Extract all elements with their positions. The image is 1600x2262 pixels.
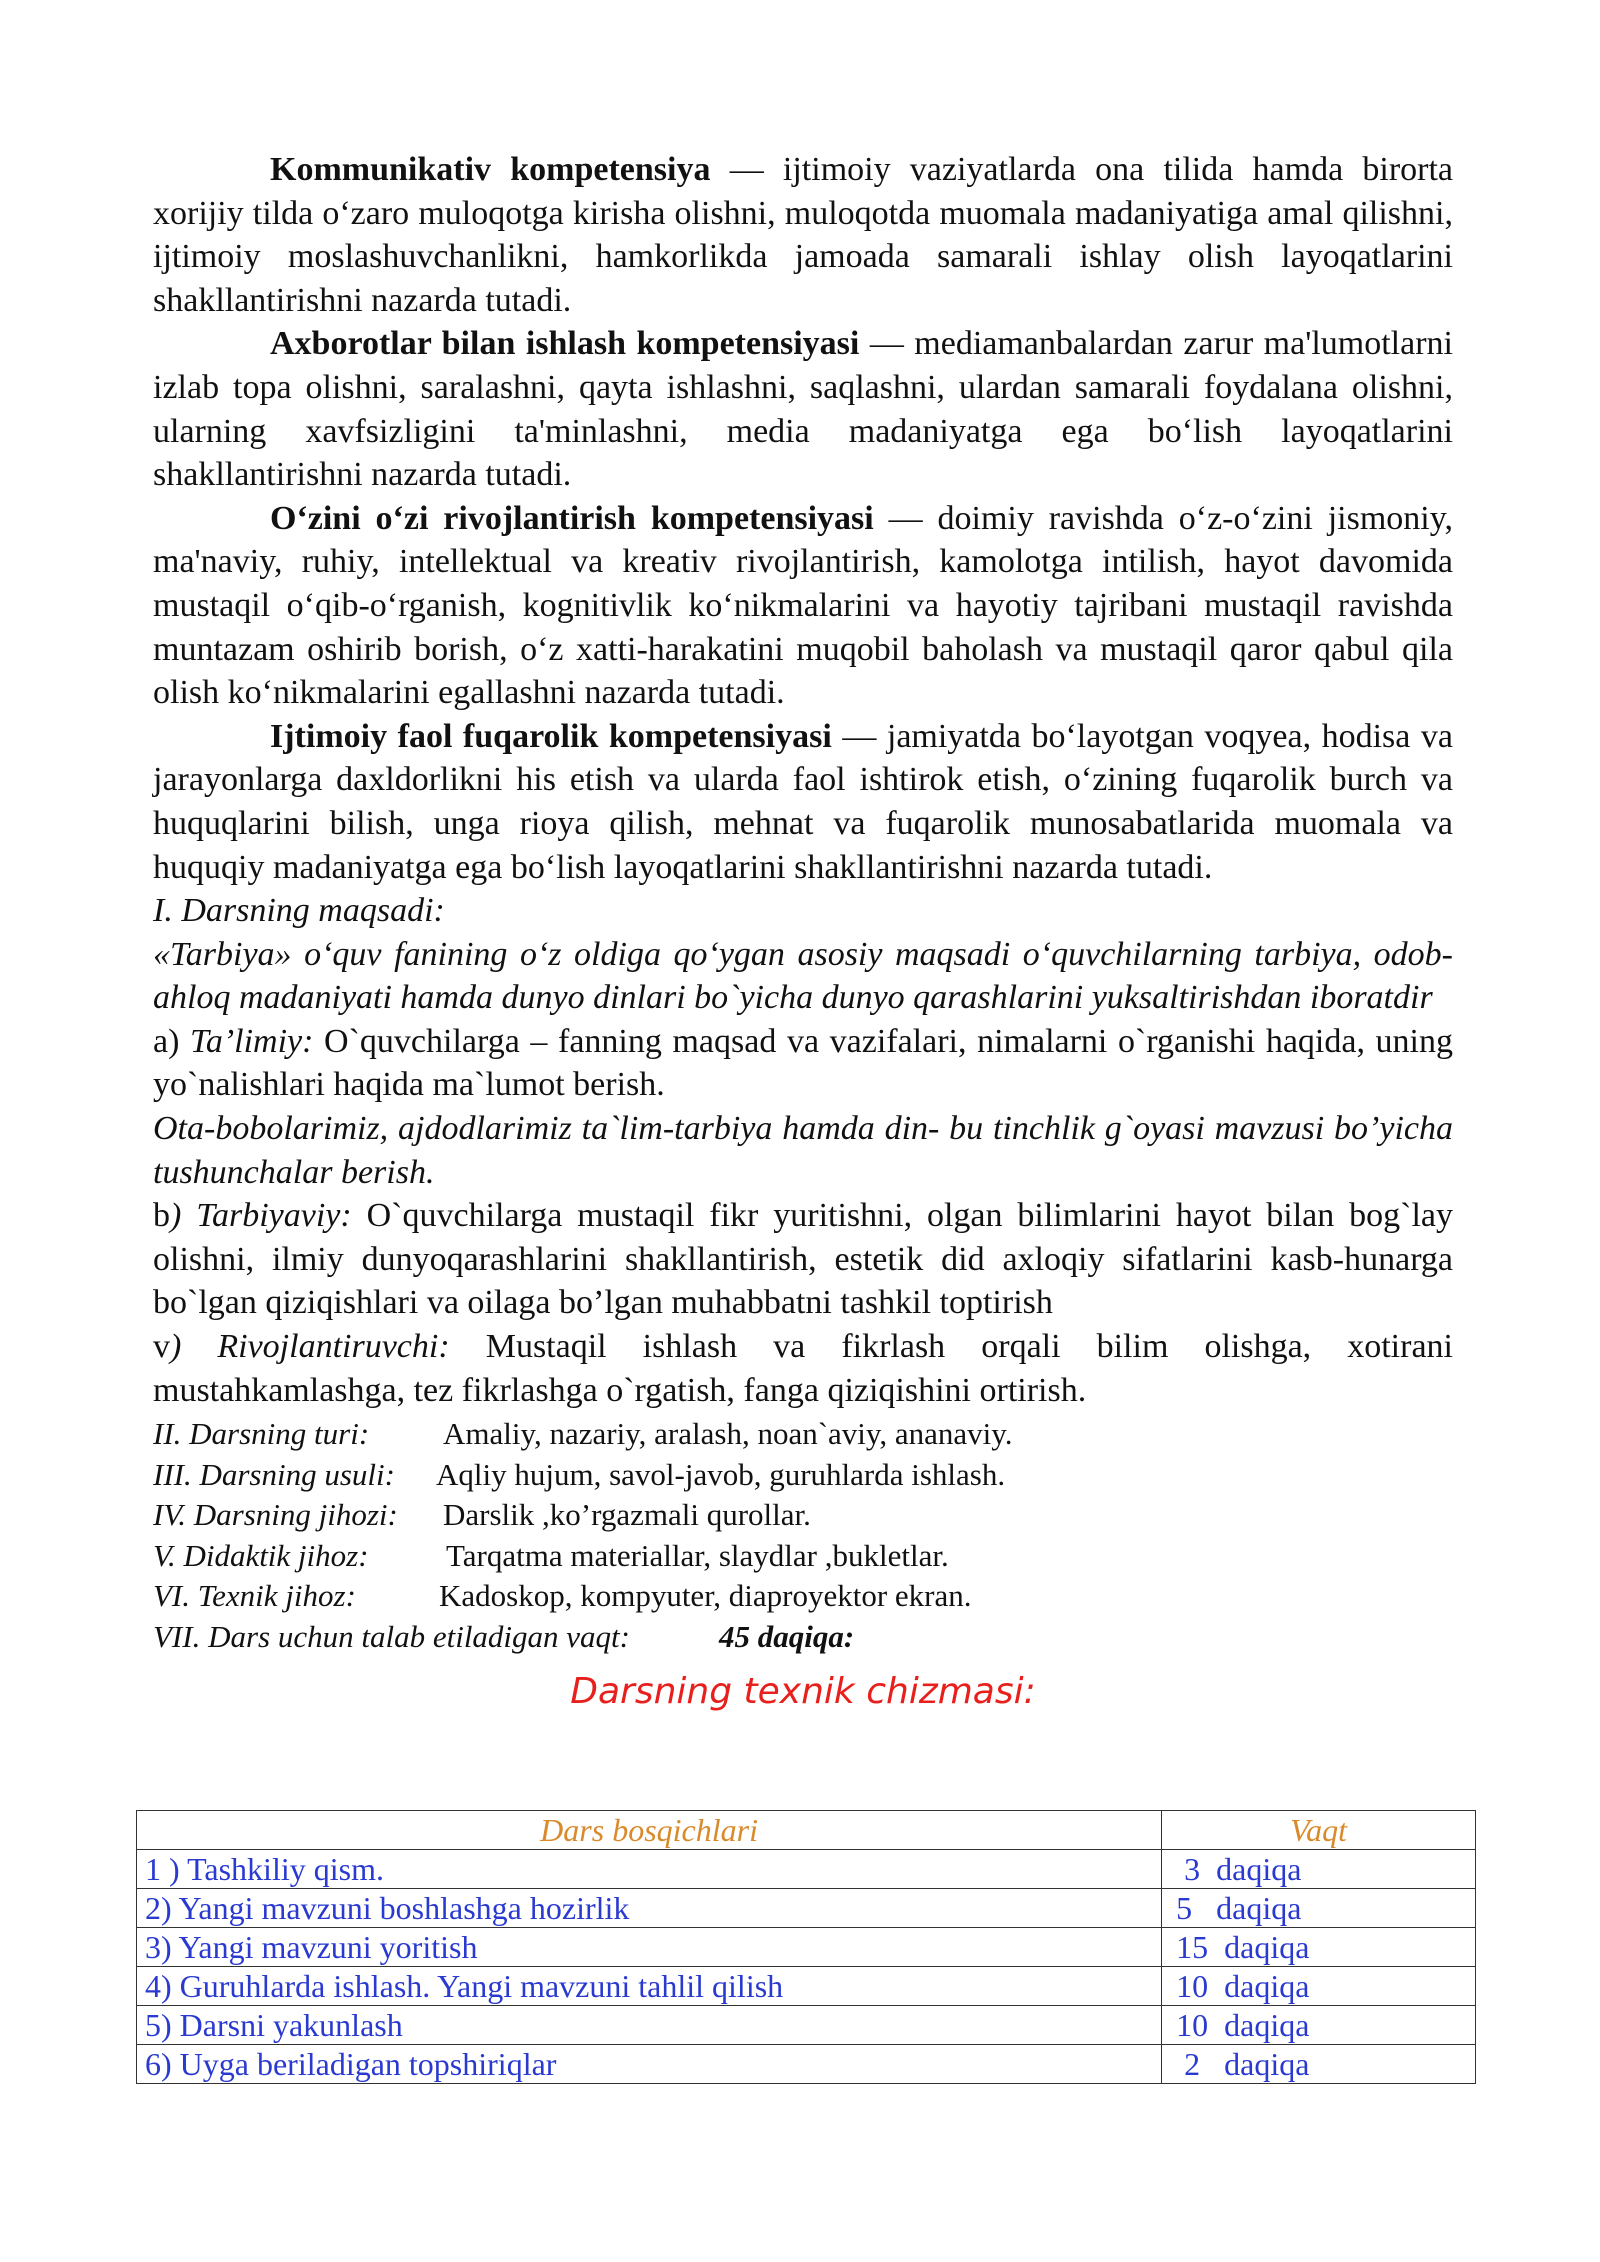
detail-type: II. Darsning turi: Amaliy, nazariy, aralash, noan`aviy, ananaviy. [153, 1416, 1013, 1452]
goal-developmental-label: ) Rivojlantiruvchi: [170, 1328, 450, 1366]
term-civic: Ijtimoiy faol fuqarolik kompetensiyasi [270, 717, 832, 755]
table-row: 1 ) Tashkiliy qism. 3 daqiqa [137, 1850, 1476, 1889]
table-header-row [137, 1811, 1476, 1850]
goal-developmental: v) Rivojlantiruvchi: Mustaqil ishlash va fikrlash orqali bilim olishga, xotirani mustahkamlashga, tez fikrlashga o`rgatish, fanga qiziqishini ortirish. [153, 1328, 1453, 1409]
header-stages: Dars bosqichlari [137, 1811, 1162, 1850]
goal-heading: I. Darsning maqsadi: [153, 892, 445, 930]
lesson-plan-table [136, 1810, 1476, 2084]
lesson-details [153, 1414, 1453, 1657]
paragraph-civic [153, 715, 1453, 889]
paragraph-communicative [153, 148, 1453, 322]
goal-educational-text: O`quvchilarga – fanning maqsad va vazifalari, nimalarni o`rganishi haqida, uning yo`nalishlari haqida ma`lumot berish. [153, 1022, 1454, 1104]
paragraph-information [153, 322, 1453, 496]
detail-equipment: IV. Darsning jihozi: Darslik ,ko’rgazmali qurollar. [153, 1497, 811, 1533]
term-self-development: O‘zini o‘zi rivojlantirish kompetensiyasi [270, 499, 874, 537]
detail-technical: VI. Texnik jihoz: Kadoskop, kompyuter, diaproyektor ekran. [153, 1578, 972, 1614]
detail-duration: VII. Dars uchun talab etiladigan vaqt: 45 daqiqa: [153, 1618, 855, 1654]
goal-educational: a) Ta’limiy: O`quvchilarga – fanning maqsad va vazifalari, nimalarni o`rganishi haqida, uning yo`nalishlari haqida ma`lumot berish. [153, 1022, 1454, 1104]
header-time: Vaqt [1162, 1811, 1476, 1850]
table-row: 5) Darsni yakunlash 10 daqiqa [137, 2006, 1476, 2045]
term-communicative: Kommunikativ kompetensiya [270, 151, 711, 188]
definition-information: — mediamanbalardan zarur ma'lumotlarni izlab topa olishni, saralashni, qayta ishlashni, saqlashni, ulardan samarali foydalana olishni, ularning xavfsizligini ta'minlashni, media madaniyatga ega bo‘lish layoqatlarini shakllantirishni nazarda tutadi. [153, 325, 1453, 494]
definition-self-development: — doimiy ravishda o‘z-o‘zini jismoniy, ma'naviy, ruhiy, intellektual va kreativ rivojlantirish, kamolotga intilish, hayot davomida mustaqil o‘qib-o‘rganish, kognitivlik ko‘nikmalarini va hayotiy tajribani mustaqil ravishda muntazam oshirib borish, o‘z xatti-harakatini muqobil baholash va mustaqil qaror qabul qila olish ko‘nikmalarini egallashni nazarda tutadi. [153, 499, 1453, 712]
goal-upbringing: b) Tarbiyaviy: O`quvchilarga mustaqil fikr yuritishni, olgan bilimlarini hayot bilan bog`lay olishni, ilmiy dunyoqarashlarini shakllantirish, estetik did axloqiy sifatlarini kasb-hunarga bo`lgan qiziqishlari va oilaga bo’lgan muhabbatni tashkil toptirish [153, 1197, 1453, 1322]
paragraph-self-development [153, 497, 1453, 715]
goal-developmental-text: Mustaqil ishlash va fikrlash orqali bilim olishga, xotirani mustahkamlashga, tez fikrlashga o`rgatish, fanga qiziqishini ortirish. [153, 1328, 1453, 1409]
document-body [153, 148, 1453, 1734]
table-row: 3) Yangi mavzuni yoritish 15 daqiqa [137, 1928, 1476, 1967]
goal-upbringing-label: ) Tarbiyaviy: [170, 1197, 352, 1235]
goal-intro: «Tarbiya» o‘quv fanining o‘z oldiga qo‘ygan asosiy maqsadi o‘quvchilarning tarbiya, odob-ahloq madaniyati hamda dunyo dinlari bo`yicha dunyo qarashlarini yuksaltirishdan iboratdir [153, 935, 1453, 1017]
definition-communicative: — ijtimoiy vaziyatlarda ona tilida hamda birorta xorijiy tilda o‘zaro muloqotga kirisha olishni, muloqotda muomala madaniyatiga amal qilishni, ijtimoiy moslashuvchanlikni, hamkorlikda jamoada samarali ishlay olish layoqatlarini shakllantirishni nazarda tutadi. [153, 151, 1454, 319]
table-row: 2) Yangi mavzuni boshlashga hozirlik 5 daqiqa [137, 1889, 1476, 1928]
goal-educational-italic: Ota-bobolarimiz, ajdodlarimiz ta`lim-tarbiya hamda din- bu tinchlik g`oyasi mavzusi bo’yicha tushunchalar berish. [153, 1110, 1453, 1191]
definition-civic: — jamiyatda bo‘layotgan voqyea, hodisa va jarayonlarga daxldorlikni his etish va ularda faol ishtirok etish, o‘zining fuqarolik burch va huquqlarini bilish, unga rioya qilish, mehnat va fuqarolik munosabatlarida muomala va huquqiy madaniyatga ega bo‘lish layoqatlarini shakllantirishni nazarda tutadi. [153, 717, 1454, 886]
table-row: 4) Guruhlarda ishlash. Yangi mavzuni tahlil qilish 10 daqiqa [137, 1967, 1476, 2006]
goal-upbringing-text: O`quvchilarga mustaqil fikr yuritishni, olgan bilimlarini hayot bilan bog`lay olishni, ilmiy dunyoqarashlarini shakllantirish, estetik did axloqiy sifatlarini kasb-hunarga bo`lgan qiziqishlari va oilaga bo’lgan muhabbatni tashkil toptirish [153, 1197, 1453, 1322]
table-title: Darsning texnik chizmasi: [570, 1671, 1036, 1713]
table-row: 6) Uyga beriladigan topshiriqlar 2 daqiqa [137, 2045, 1476, 2084]
detail-didactic: V. Didaktik jihoz: Tarqatma materiallar, slaydlar ,bukletlar. [153, 1537, 949, 1573]
term-information: Axborotlar bilan ishlash kompetensiyasi [270, 325, 860, 363]
goal-educational-label: Ta’limiy: [190, 1022, 314, 1060]
detail-method: III. Darsning usuli: Aqliy hujum, savol-javob, guruhlarda ishlash. [153, 1456, 1006, 1492]
